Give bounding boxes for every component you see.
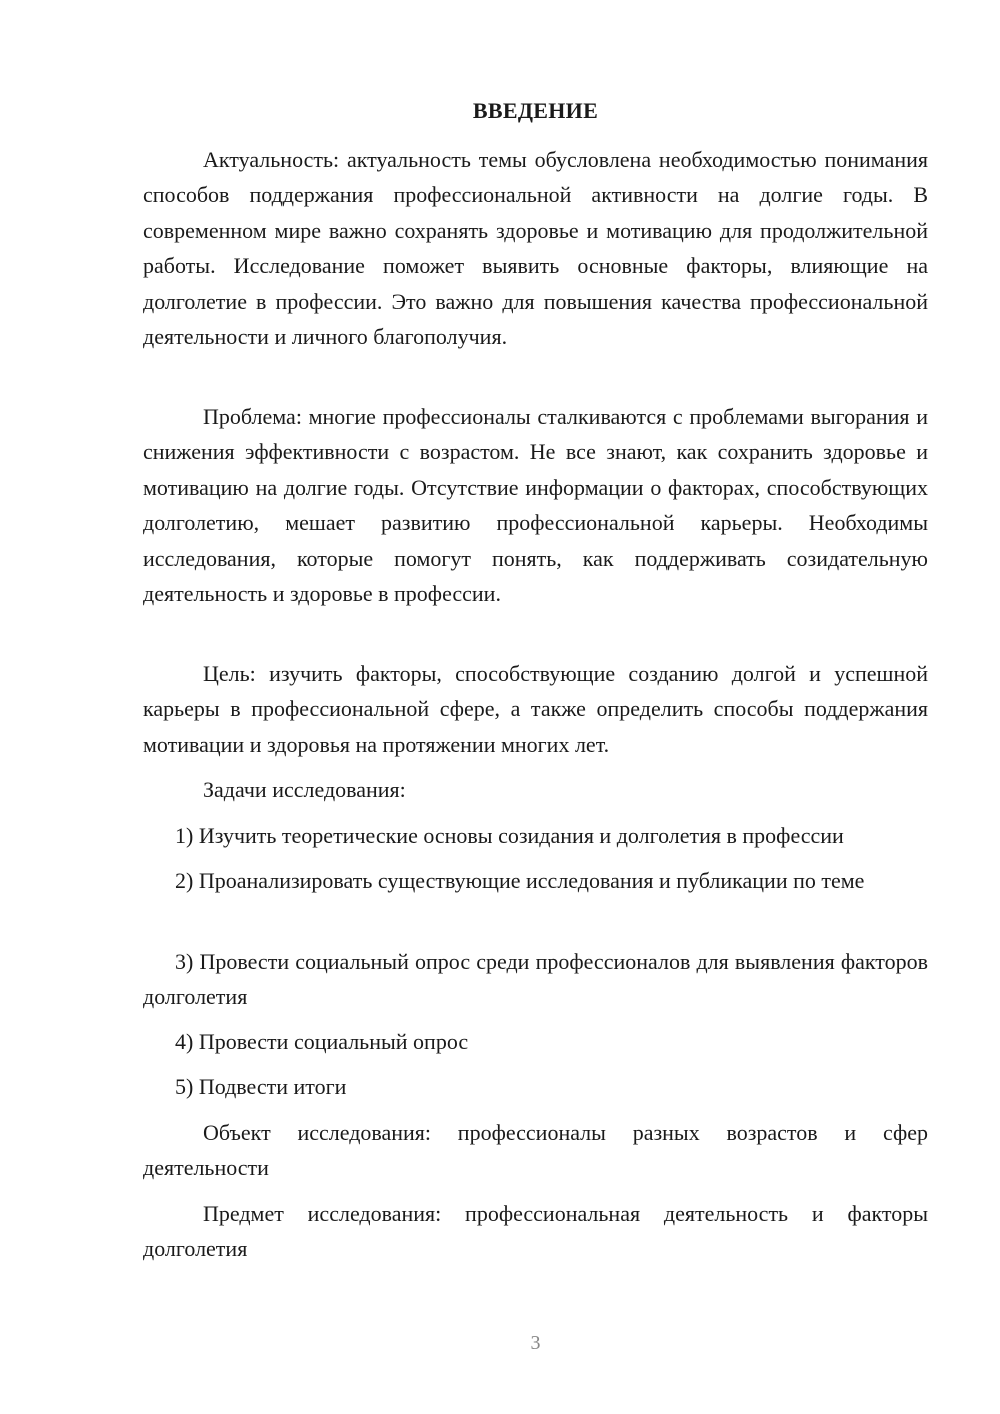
task-item-3: 3) Провести социальный опрос среди профессионалов для выявления факторов долголетия	[143, 949, 928, 1010]
paragraph-object: Объект исследования: профессионалы разных возрастов и сфер деятельности	[143, 1120, 928, 1181]
page-title: ВВЕДЕНИЕ	[472, 98, 599, 123]
document-page	[143, 0, 928, 1414]
task-item-5: 5) Подвести итоги	[175, 1074, 347, 1099]
task-item-1: 1) Изучить теоретические основы созидания и долголетия в профессии	[175, 823, 844, 848]
page-number: 3	[530, 1332, 541, 1354]
paragraph-problem: Проблема: многие профессионалы сталкиваются с проблемами выгорания и снижения эффективности с возрастом. Не все знают, как сохранить здоровье и мотивацию на долгие годы. Отсутствие информации о факторах, способствующих долголетию, мешает развитию профессиональной карьеры. Необходимы исследования, которые помогут понять, как поддерживать созидательную деятельность и здоровье в профессии.	[143, 404, 928, 607]
task-item-2: 2) Проанализировать существующие исследования и публикации по теме	[175, 868, 865, 893]
tasks-heading: Задачи исследования:	[203, 777, 406, 802]
paragraph-relevance: Актуальность: актуальность темы обусловлена необходимостью понимания способов поддержания профессиональной активности на долгие годы. В современном мире важно сохранять здоровье и мотивацию для продолжительной работы. Исследование поможет выявить основные факторы, влияющие на долголетие в профессии. Это важно для повышения качества профессиональной деятельности и личного благополучия.	[143, 147, 928, 350]
paragraph-goal: Цель: изучить факторы, способствующие созданию долгой и успешной карьеры в профессиональной сфере, а также определить способы поддержания мотивации и здоровья на протяжении многих лет.	[143, 661, 928, 757]
task-item-4: 4) Провести социальный опрос	[175, 1029, 469, 1054]
paragraph-subject: Предмет исследования: профессиональная деятельность и факторы долголетия	[143, 1201, 928, 1262]
